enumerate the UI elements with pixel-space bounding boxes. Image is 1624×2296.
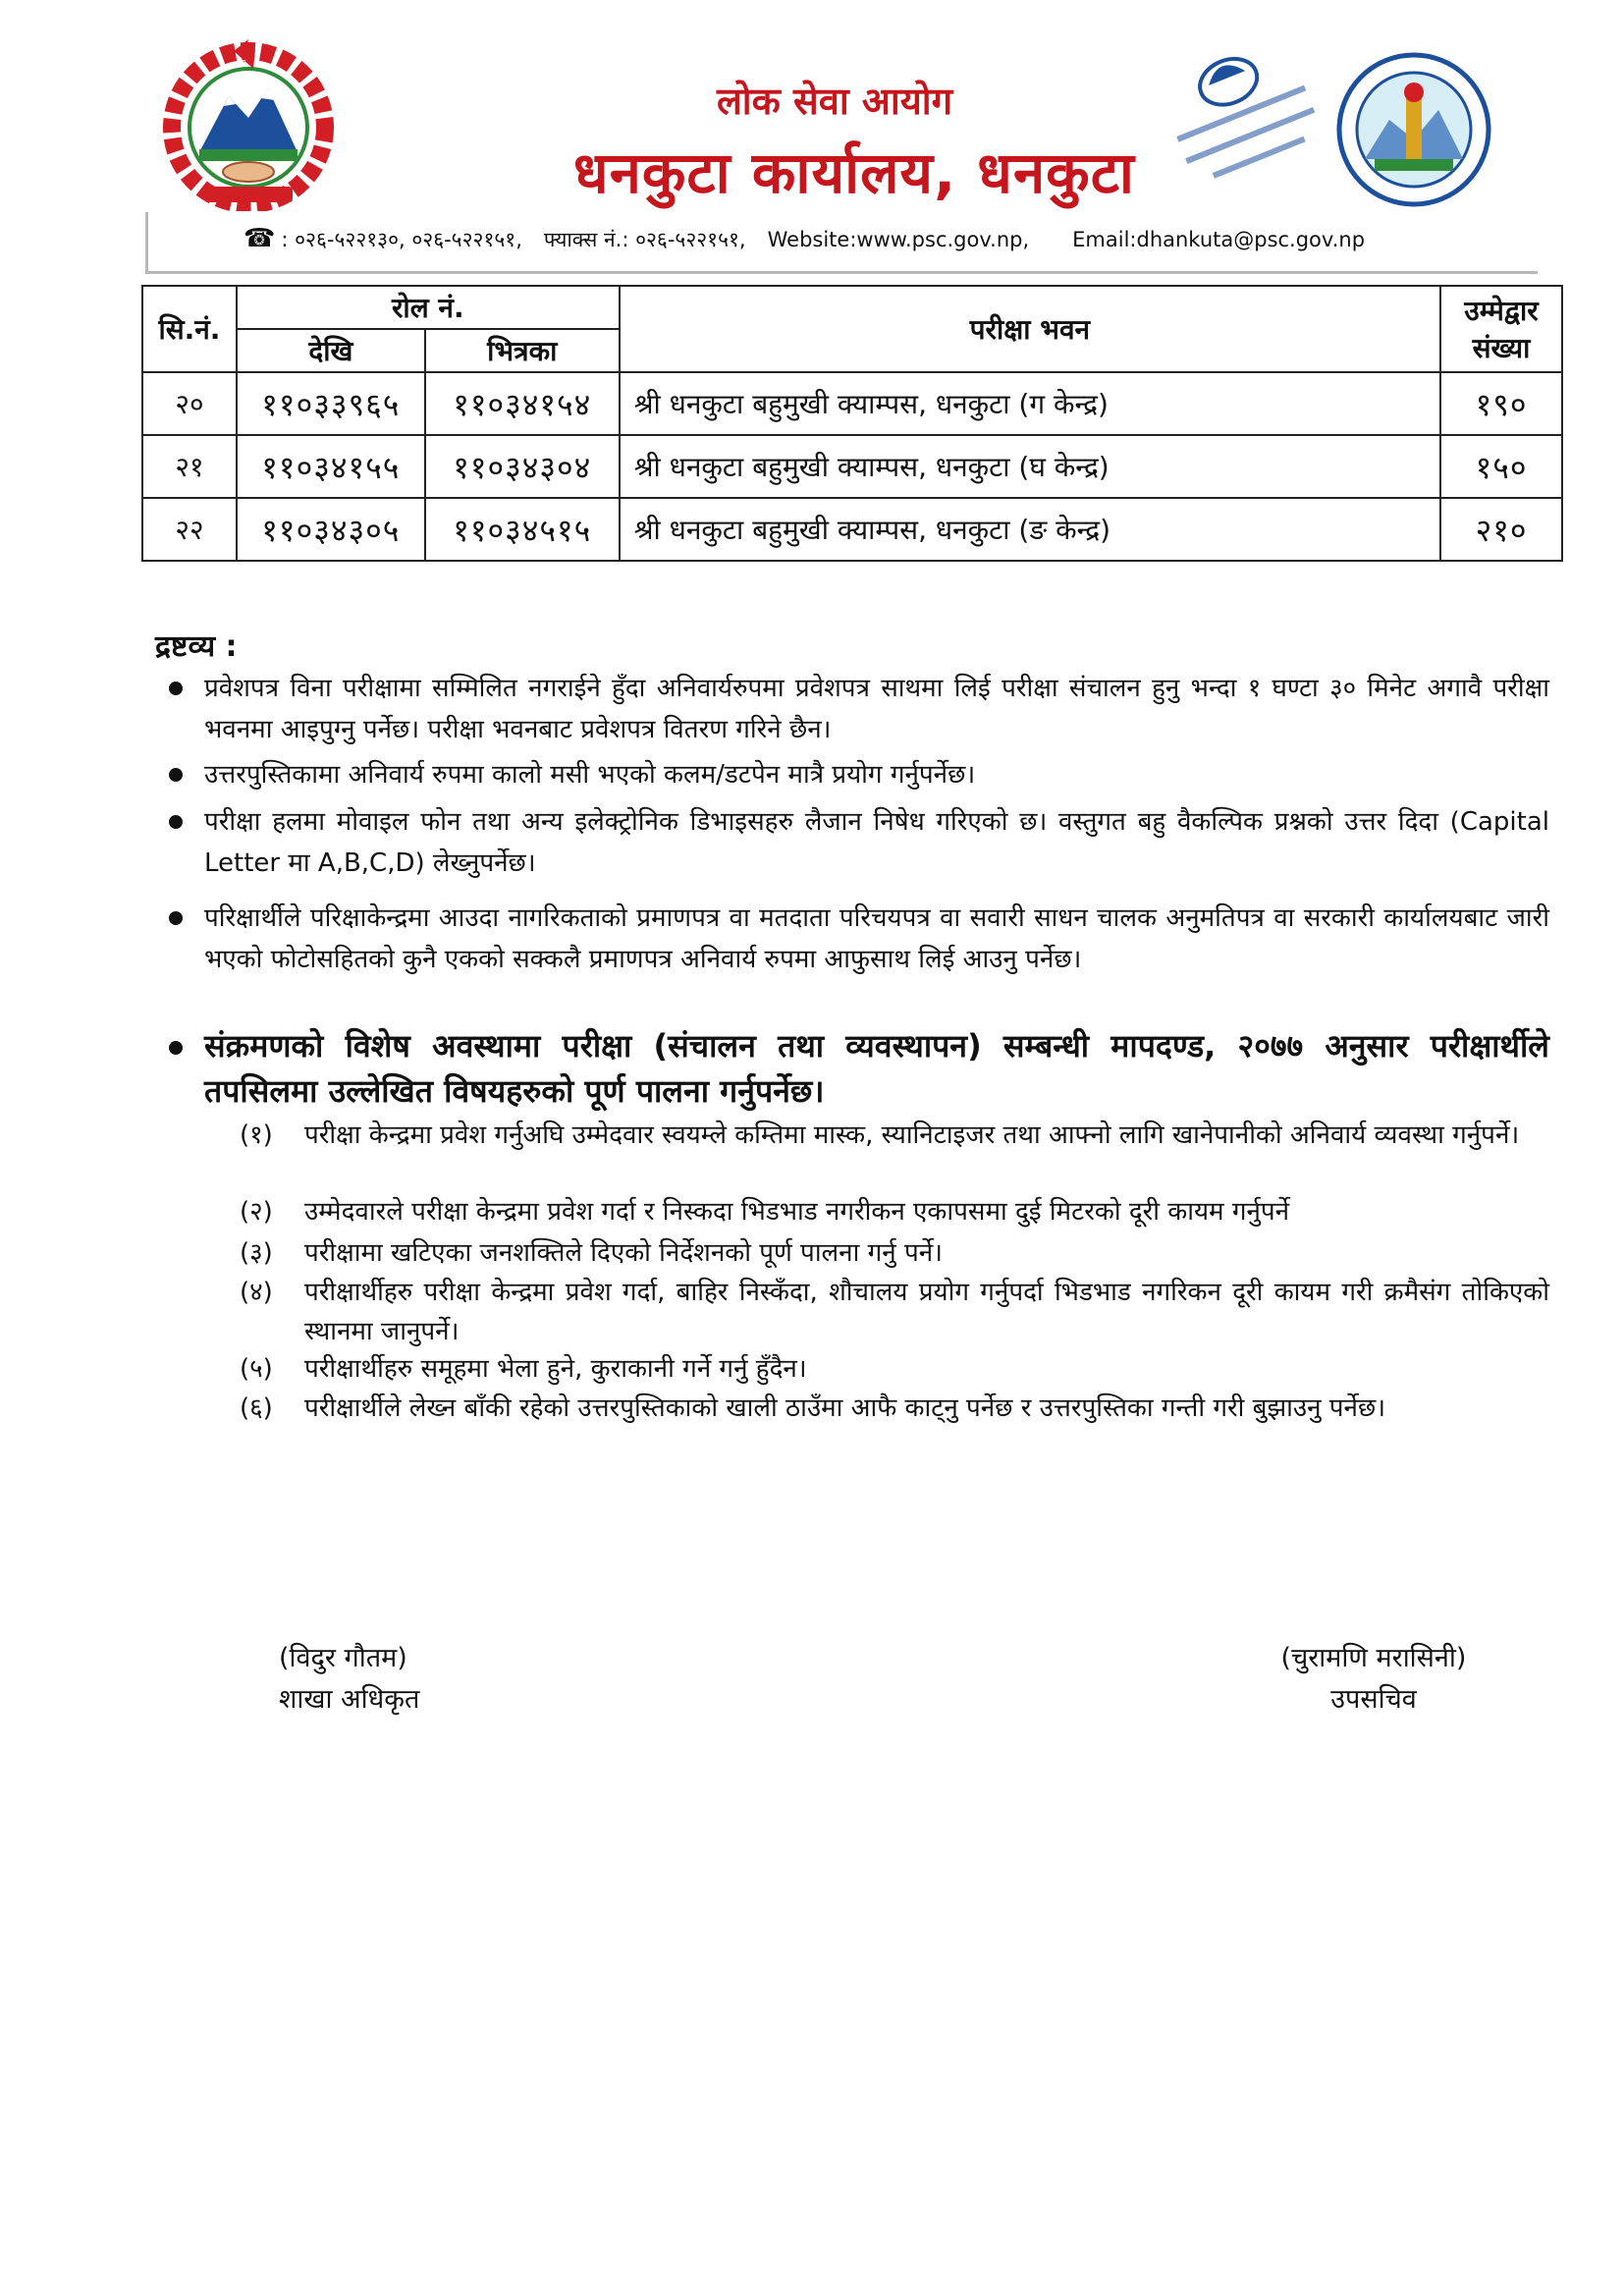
cell-roll-from: ११०३४१५५ (237, 435, 425, 498)
contact-line (244, 224, 1520, 253)
sub-item-number: (५) (240, 1354, 273, 1384)
cell-serial: २१ (142, 435, 237, 498)
cell-roll-from: ११०३३९६५ (237, 372, 425, 435)
sub-item-text: परीक्षामा खटिएका जनशक्तिले दिएको निर्देशनको पूर्ण पालना गर्नु पर्ने। (304, 1238, 943, 1268)
bullet-icon (169, 911, 183, 925)
nepal-emblem-icon (155, 39, 342, 211)
signatory-left-title: शाखा अधिकृत (279, 1684, 420, 1715)
sub-item-number: (२) (240, 1197, 273, 1227)
telephone-icon: ☎ (244, 224, 276, 253)
signatory-left-name: (विदुर गौतम) (279, 1643, 407, 1673)
table-row (142, 435, 1562, 498)
psc-seal-logo (1335, 51, 1492, 208)
header-rule (145, 271, 1538, 274)
cell-venue: श्री धनकुटा बहुमुखी क्याम्पस, धनकुटा (ङ केन्द्र) (620, 498, 1440, 561)
email-link[interactable]: Email:dhankuta@psc.gov.np (1072, 228, 1366, 251)
sub-item-text: परीक्षार्थीहरु परीक्षा केन्द्रमा प्रवेश गर्दा, बाहिर निस्कँदा, शौचालय प्रयोग गर्नुपर्दा भिडभाड नगरिकन दूरी कायम गरी क्रमैसंग तोकिएको स्थानमा जानुपर्ने। (304, 1278, 1549, 1346)
sub-item-number: (३) (240, 1238, 273, 1268)
note-item-important: संक्रमणको विशेष अवस्थामा परीक्षा (संचालन तथा व्यवस्थापन) सम्बन्धी मापदण्ड, २०७७ अनुसार परीक्षार्थीले तपसिलमा उल्लेखित विषयहरुको पूर्ण पालना गर्नुपर्नेछ। (204, 1027, 1549, 1110)
table-row (142, 498, 1562, 561)
col-roll-to: भित्रका (425, 329, 620, 372)
cell-venue: श्री धनकुटा बहुमुखी क्याम्पस, धनकुटा (ग केन्द्र) (620, 372, 1440, 435)
notes-title: द्रष्टव्य : (155, 629, 238, 664)
exam-centre-table (141, 285, 1563, 562)
note-item: परिक्षार्थीले परिक्षाकेन्द्रमा आउदा नागरिकताको प्रमाणपत्र वा मतदाता परिचयपत्र वा सवारी साधन चालक अनुमतिपत्र वा सरकारी कार्यालयबाट जारी भएको फोटोसहितको कुनै एकको सक्कलै प्रमाणपत्र अनिवार्य रुपमा आफुसाथ लिई आउनु पर्नेछ। (204, 903, 1549, 974)
sub-item-number: (१) (240, 1121, 273, 1150)
cell-roll-to: ११०३४३०४ (425, 435, 620, 498)
org-title: धनकुटा कार्यालय, धनकुटा (573, 139, 1135, 206)
sub-item-text: उम्मेदवारले परीक्षा केन्द्रमा प्रवेश गर्दा र निस्कदा भिडभाड नगरीकन एकापसमा दुई मिटरको दूरी कायम गर्नुपर्ने (304, 1197, 1290, 1227)
col-serial-number: सि.नं. (142, 286, 237, 372)
col-candidate-count: उम्मेद्वार संख्या (1440, 286, 1562, 372)
cell-count: १९० (1440, 372, 1562, 435)
cell-count: २१० (1440, 498, 1562, 561)
cell-roll-to: ११०३४१५४ (425, 372, 620, 435)
office-stamp-logo (1157, 39, 1333, 206)
fax-number: फ्याक्स नं.: ०२६-५२२१५१, (543, 228, 746, 251)
phone-numbers: : ०२६-५२२१३०, ०२६-५२२१५१, (281, 228, 522, 251)
cell-serial: २० (142, 372, 237, 435)
cell-serial: २२ (142, 498, 237, 561)
bullet-icon (169, 768, 183, 782)
sub-item-text: परीक्षार्थीहरु समूहमा भेला हुने, कुराकानी गर्ने गर्नु हुँदैन। (304, 1354, 807, 1384)
bullet-icon (169, 815, 183, 829)
sub-item-text: परीक्षार्थीले लेख्न बाँकी रहेको उत्तरपुस्तिकाको खाली ठाउँमा आफै काट्नु पर्नेछ र उत्तरपुस्तिका गन्ती गरी बुझाउनु पर्नेछ। (304, 1394, 1386, 1423)
cell-venue: श्री धनकुटा बहुमुखी क्याम्पस, धनकुटा (घ केन्द्र) (620, 435, 1440, 498)
col-roll-from: देखि (237, 329, 425, 372)
sub-item-number: (६) (240, 1394, 273, 1423)
col-exam-venue: परीक्षा भवन (620, 286, 1440, 372)
signatory-right (1261, 1638, 1487, 1721)
note-item: उत्तरपुस्तिकामा अनिवार्य रुपमा कालो मसी भएको कलम/डटपेन मात्रै प्रयोग गर्नुपर्नेछ। (204, 760, 976, 790)
cell-count: १५० (1440, 435, 1562, 498)
bullet-icon (169, 682, 183, 695)
note-item: प्रवेशपत्र विना परीक्षामा सम्मिलित नगराईने हुँदा अनिवार्यरुपमा प्रवेशपत्र साथमा लिई परीक्षा संचालन हुनु भन्दा १ घण्टा ३० मिनेट अगावै परीक्षा भवनमा आइपुग्नु पर्नेछ। परीक्षा भवनबाट प्रवेशपत्र वितरण गरिने छैन। (204, 674, 1549, 744)
org-subtitle: लोक सेवा आयोग (716, 80, 953, 123)
cell-roll-from: ११०३४३०५ (237, 498, 425, 561)
cell-roll-to: ११०३४५१५ (425, 498, 620, 561)
sub-item-number: (४) (240, 1278, 273, 1307)
table-header-row (142, 286, 1562, 329)
signatory-right-title: उपसचिव (1330, 1684, 1417, 1715)
website-link[interactable]: Website:www.psc.gov.np, (767, 228, 1030, 251)
bullet-icon (169, 1041, 183, 1055)
signatory-left (279, 1638, 419, 1721)
signatory-right-name: (चुरामणि मरासिनी) (1280, 1643, 1467, 1673)
sub-item-text: परीक्षा केन्द्रमा प्रवेश गर्नुअघि उम्मेदवार स्वयम्ले कम्तिमा मास्क, स्यानिटाइजर तथा आफ्नो लागि खानेपानीको अनिवार्य व्यवस्था गर्नुपर्ने। (304, 1121, 1520, 1150)
header-rule-vertical (145, 212, 148, 273)
table-row (142, 372, 1562, 435)
col-roll-number: रोल नं. (237, 286, 620, 329)
note-item: परीक्षा हलमा मोवाइल फोन तथा अन्य इलेक्ट्रोनिक डिभाइसहरु लैजान निषेध गरिएको छ। वस्तुगत बहु वैकल्पिक प्रश्नको उत्तर दिदा (Capital Letter मा A,B,C,D) लेख्नुपर्नेछ। (204, 807, 1549, 878)
